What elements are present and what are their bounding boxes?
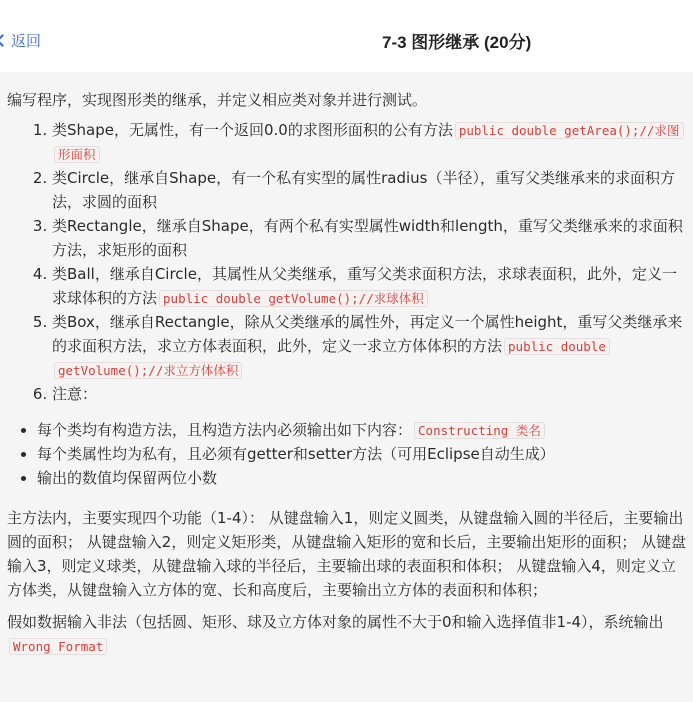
code-snippet: public double getVolume();//求球体积 xyxy=(159,290,428,307)
note-item: • 输出的数值均保留两位小数 xyxy=(37,466,689,490)
requirement-item: 1. 类Shape，无属性，有一个返回0.0的求图形面积的公有方法 public double getArea();//求图形面积 xyxy=(52,118,689,166)
problem-description xyxy=(7,88,689,658)
requirement-item: 2. 类Circle，继承自Shape，有一个私有实型的属性radius（半径），重写父类继承来的求面积方法，求圆的面积 xyxy=(52,166,689,214)
note-item: • 每个类属性均为私有，且必须有getter和setter方法（可用Eclipse自动生成） xyxy=(37,442,689,466)
invalid-input-description: 假如数据输入非法（包括圆、矩形、球及立方体对象的属性不大于0和输入选择值非1-4），系统输出Wrong Format xyxy=(7,613,664,654)
back-button[interactable] xyxy=(0,30,41,50)
note-item: • 每个类均有构造方法，且构造方法内必须输出如下内容： Constructing 类名 xyxy=(37,418,689,442)
requirement-item: 6. 注意： xyxy=(52,382,689,406)
intro-text: 编写程序，实现图形类的继承，并定义相应类对象并进行测试。 xyxy=(7,91,428,109)
back-label: 返回 xyxy=(11,31,42,50)
code-snippet: Constructing 类名 xyxy=(414,422,545,439)
code-snippet: public double getArea();//求图形面积 xyxy=(54,122,684,163)
chevron-left-icon xyxy=(0,30,8,50)
requirement-item: 3. 类Rectangle，继承自Shape，有两个私有实型属性width和length，重写父类继承来的求面积方法，求矩形的面积 xyxy=(52,214,689,262)
page-title: 7-3 图形继承 (20分) xyxy=(382,33,532,52)
code-snippet: public double getVolume();//求立方体体积 xyxy=(54,338,610,379)
requirement-item: 4. 类Ball，继承自Circle，其属性从父类继承，重写父类求面积方法，求球表面积，此外，定义一求球体积的方法 public double getVolume();//求球体积 xyxy=(52,262,689,310)
main-method-description: 主方法内，主要实现四个功能（1-4）： 从键盘输入1，则定义圆类，从键盘输入圆的半径后，主要输出圆的面积； 从键盘输入2，则定义矩形类，从键盘输入矩形的宽和长后，主要输出矩形的面积； 从键盘输入3，则定义球类，从键盘输入球的半径后，主要输出球的表面积和体积； 从键盘输入4，则定义立方体类，从键盘输入立方体的宽、长和高度后，主要输出立方体的表面积和体积； xyxy=(7,509,687,599)
requirement-item: 5. 类Box，继承自Rectangle，除从父类继承的属性外，再定义一个属性height，重写父类继承来的求面积方法，求立方体表面积，此外，定义一求立方体体积的方法 public double getVolume();//求立方体体积 xyxy=(52,310,689,382)
code-snippet: Wrong Format xyxy=(9,638,107,655)
notes-list xyxy=(7,418,689,490)
requirements-list xyxy=(7,118,689,406)
header-bar xyxy=(0,0,693,72)
